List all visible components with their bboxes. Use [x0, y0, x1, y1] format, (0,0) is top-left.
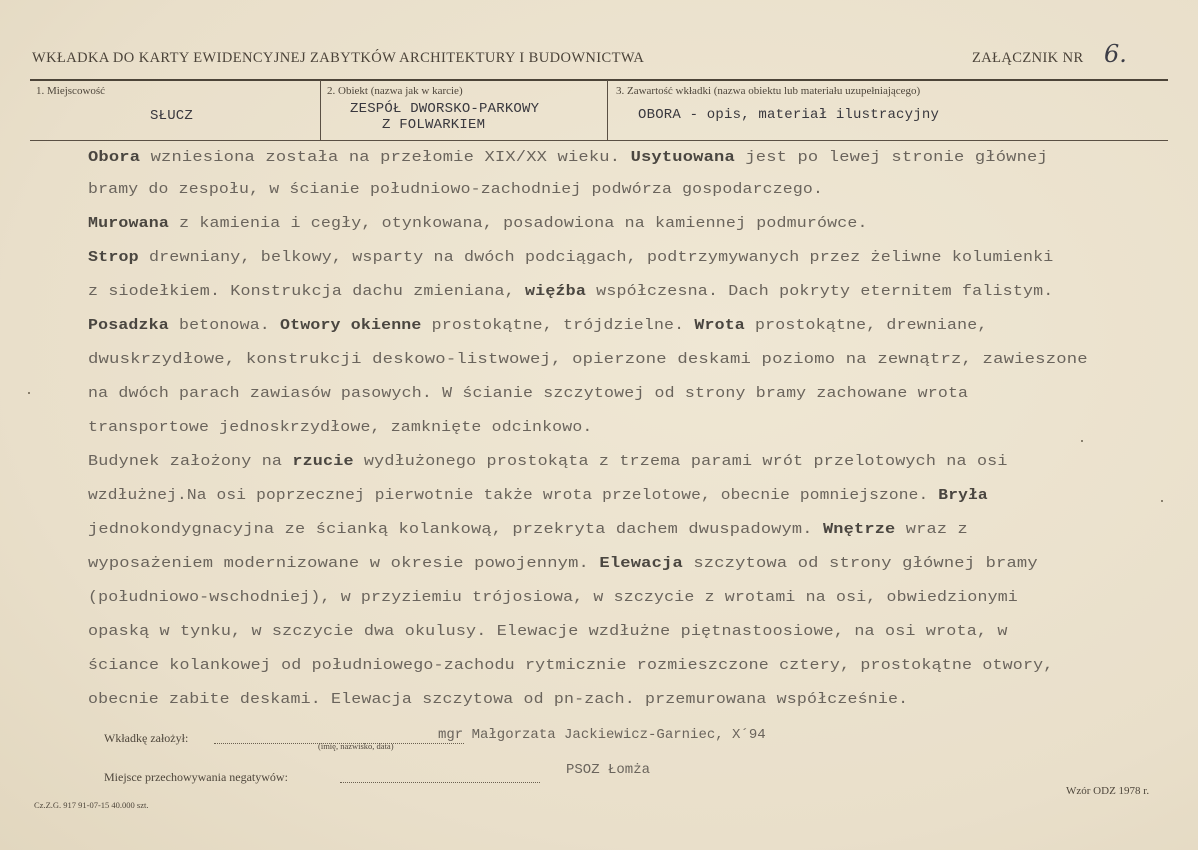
text-run: wraz z — [895, 521, 968, 538]
text-run: z siodełkiem. Konstrukcja dachu zmieniana, — [88, 283, 525, 300]
negatives-line — [340, 782, 540, 783]
text-run: prostokątne, drewniane, — [744, 317, 988, 334]
header-rule-top — [30, 79, 1168, 81]
paper-speck — [28, 392, 30, 394]
text-run: ściance kolankowej od południowego-zachodu rytmicznie rozmieszczone cztery, prostokątne otwory, — [88, 657, 1054, 674]
field-divider-1 — [320, 80, 321, 140]
emphasized-term: Wrota — [694, 317, 745, 334]
template-code: Wzór ODZ 1978 r. — [1066, 785, 1150, 797]
description-line — [88, 149, 1048, 166]
object-label: 2. Obiekt (nazwa jak w karcie) — [327, 85, 463, 97]
description-line — [88, 181, 823, 198]
paper-speck — [1081, 440, 1083, 442]
emphasized-term: więźba — [524, 283, 586, 300]
text-run: bramy do zespołu, w ścianie południowo-zachodniej podwórza gospodarczego. — [88, 181, 824, 198]
text-run: (południowo-wschodniej), w przyziemiu trójosiowa, w szczycie z wrotami na osi, obwiedzionymi — [88, 589, 1018, 606]
object-value-line2: Z FOLWARKIEM — [382, 117, 486, 133]
description-line — [88, 385, 968, 402]
text-run: jednokondygnacyjna ze ścianką kolankową, przekryta dachem dwuspadowym. — [88, 521, 823, 538]
text-run: drewniany, belkowy, wsparty na dwóch podciągach, podtrzymywanych przez żeliwne kolumienki — [138, 249, 1054, 266]
object-value-line1: ZESPÓŁ DWORSKO-PARKOWY — [350, 101, 540, 117]
text-run: transportowe jednoskrzydłowe, zamknięte odcinkowo. — [88, 419, 593, 436]
emphasized-term: Obora — [88, 149, 141, 166]
description-line — [88, 657, 1053, 674]
form-title: WKŁADKA DO KARTY EWIDENCYJNEJ ZABYTKÓW ARCHITEKTURY I BUDOWNICTWA — [32, 50, 645, 66]
header-rule-bottom — [30, 140, 1168, 141]
text-run: obecnie zabite deskami. Elewacja szczytowa od pn-zach. przemurowana współcześnie. — [88, 691, 909, 708]
attachment-number: 6. — [1104, 40, 1127, 68]
emphasized-term: Wnętrze — [822, 521, 896, 538]
description-line — [88, 453, 1008, 470]
description-line — [88, 317, 987, 334]
description-line — [88, 691, 908, 708]
description-line — [88, 283, 1053, 300]
text-run: na dwóch parach zawiasów pasowych. W ścianie szczytowej od strony bramy zachowane wrota — [88, 385, 969, 402]
description-line — [88, 351, 1088, 368]
description-line — [88, 215, 868, 232]
text-run: dwuskrzydłowe, konstrukcji deskowo-listwowej, opierzone deskami poziomo na zewnątrz, zawieszone — [88, 351, 1088, 368]
paper-speck — [1161, 500, 1163, 502]
locality-value: SŁUCZ — [150, 108, 194, 124]
emphasized-term: rzucie — [292, 453, 354, 470]
emphasized-term: Bryła — [938, 487, 988, 504]
description-line — [88, 249, 1053, 266]
emphasized-term: Elewacja — [599, 555, 683, 572]
attachment-label: ZAŁĄCZNIK NR — [972, 50, 1084, 66]
text-run: wyposażeniem modernizowane w okresie powojennym. — [88, 555, 600, 572]
author-label: Wkładkę założył: — [104, 731, 189, 745]
field-divider-2 — [607, 80, 608, 140]
description-line — [88, 555, 1038, 572]
text-run: jest po lewej stronie głównej — [734, 149, 1048, 166]
description-line — [88, 487, 988, 504]
description-line — [88, 623, 1008, 640]
text-run: z kamienia i cegły, otynkowana, posadowiona na kamiennej podmurówce. — [169, 215, 868, 232]
text-run: współczesna. Dach pokryty eternitem falistym. — [585, 283, 1054, 300]
description-line — [88, 521, 968, 538]
text-run: wzdłużnej.Na osi poprzecznej pierwotnie także wrota przelotowe, obecnie pomniejszone. — [88, 487, 939, 504]
author-value: mgr Małgorzata Jackiewicz-Garniec, X´94 — [438, 727, 766, 743]
emphasized-term: Strop — [88, 249, 139, 266]
content-value: OBORA - opis, materiał ilustracyjny — [638, 107, 940, 123]
text-run: szczytowa od strony głównej bramy — [682, 555, 1038, 572]
text-run: opaską w tynku, w szczycie dwa okulusy. Elewacje wzdłużne piętnastoosiowe, na osi wrota, w — [88, 623, 1008, 640]
text-run: Budynek założony na — [88, 453, 293, 470]
emphasized-term: Posadzka — [88, 317, 169, 334]
text-run: wydłużonego prostokąta z trzema parami wrót przelotowych na osi — [353, 453, 1008, 470]
text-run: betonowa. — [168, 317, 281, 334]
print-code: Cz.Z.G. 917 91-07-15 40.000 szt. — [34, 800, 149, 810]
description-line — [88, 589, 1018, 606]
negatives-label: Miejsce przechowywania negatywów: — [104, 770, 288, 784]
emphasized-term: Usytuowana — [630, 149, 735, 166]
negatives-value: PSOZ Łomża — [566, 762, 651, 778]
author-caption: (imię, nazwisko, data) — [318, 741, 394, 751]
emphasized-term: Murowana — [88, 215, 170, 232]
locality-label: 1. Miejscowość — [36, 85, 106, 97]
content-label: 3. Zawartość wkładki (nazwa obiektu lub materiału uzupełniającego) — [616, 85, 921, 97]
text-run: wzniesiona została na przełomie XIX/XX wieku. — [140, 149, 631, 166]
text-run: prostokątne, trójdzielne. — [421, 317, 695, 334]
emphasized-term: Otwory okienne — [280, 317, 422, 334]
description-line — [88, 419, 593, 436]
